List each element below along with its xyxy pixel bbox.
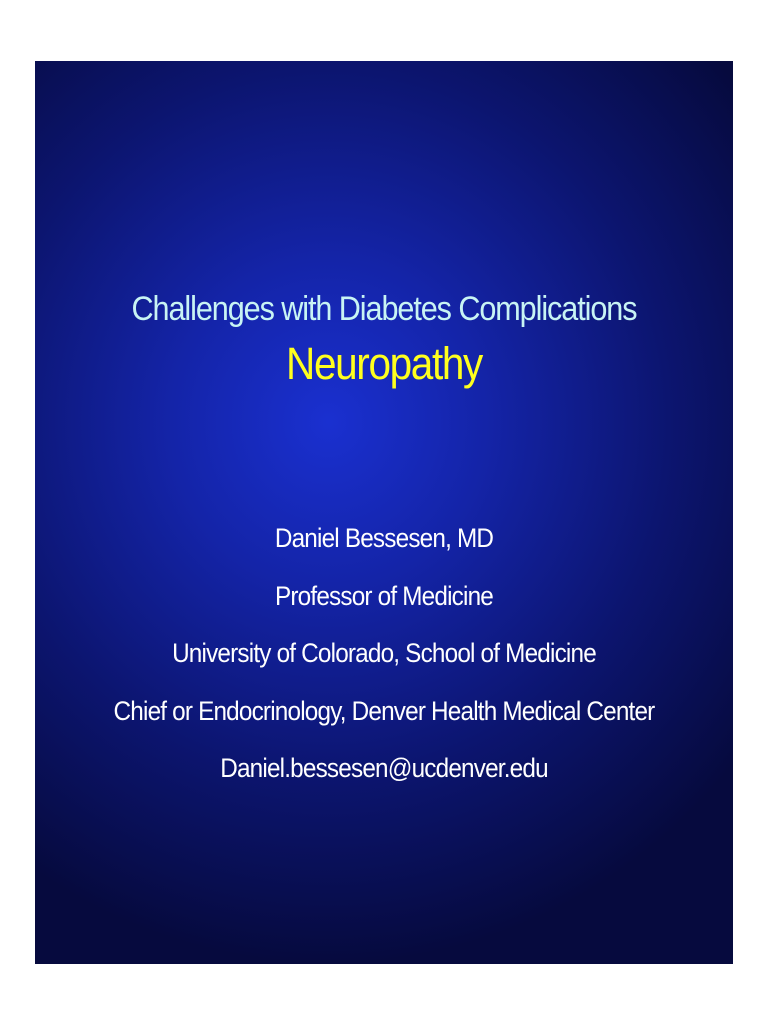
author-name: Daniel Bessesen, MD: [274, 523, 494, 553]
author-position: Professor of Medicine: [275, 580, 493, 611]
author-role: Chief or Endocrinology, Denver Health Medical Center: [113, 695, 655, 726]
slide-subtitle: Neuropathy: [286, 338, 482, 389]
title-slide: [35, 61, 733, 964]
author-institution: University of Colorado, School of Medicine: [172, 638, 596, 668]
title-block: [35, 283, 733, 393]
author-email[interactable]: Daniel.bessesen@ucdenver.edu: [220, 753, 548, 783]
author-block: [35, 510, 733, 798]
slide-title: Challenges with Diabetes Complications: [131, 290, 637, 328]
